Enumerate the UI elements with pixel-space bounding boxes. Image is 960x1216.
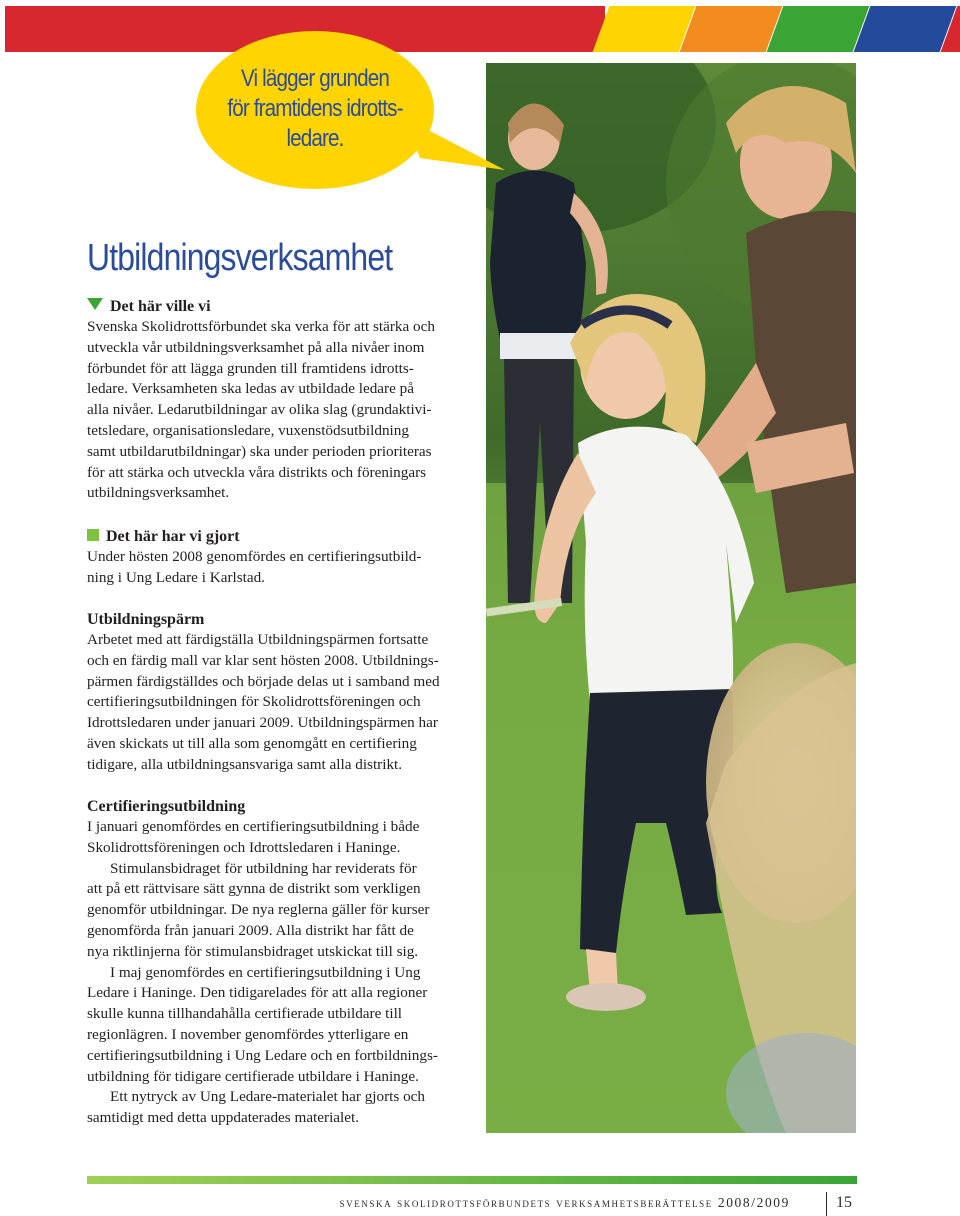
- footer-divider: [826, 1192, 827, 1216]
- text-line: Svenska Skolidrottsförbundet ska verka för att stärka och: [87, 318, 435, 335]
- bubble-line: ledare.: [286, 125, 344, 152]
- text-line: utveckla vår utbildningsverksamhet på alla nivåer inom: [87, 338, 425, 356]
- text-line: Arbetet med att färdigställa Utbildningspärmen fortsatte: [87, 631, 429, 648]
- text-line: I januari genomfördes en certifieringsutbildning i både: [87, 818, 420, 835]
- section-heading: [87, 296, 459, 317]
- text-line: Skolidrottsföreningen och Idrottsledaren i Haninge.: [87, 838, 401, 856]
- text-line: att på ett rättvisare sätt gynna de distrikt som verkligen: [87, 880, 421, 898]
- children-playing-photo: [486, 63, 856, 1133]
- text-line: genomförda från januari 2009. Alla distrikt har fått de: [87, 921, 414, 939]
- text-line: nya riktlinjerna för stimulansbidraget utskickat till sig.: [87, 942, 419, 960]
- text-line: skulle kunna tillhandahålla certifierade utbildare till: [87, 1005, 403, 1023]
- text-line: ning i Ung Ledare i Karlstad.: [87, 568, 265, 586]
- footer-green-bar: [87, 1176, 857, 1184]
- text-line: Under hösten 2008 genomfördes en certifieringsutbild-: [87, 548, 422, 565]
- banner-stripe-yellow: [593, 6, 696, 52]
- section-certification: [87, 796, 459, 1129]
- square-bullet-icon: [87, 529, 99, 541]
- text-line: Stimulansbidraget för utbildning har reviderats för: [110, 859, 417, 877]
- text-line: I maj genomfördes en certifieringsutbildning i Ung: [110, 963, 421, 981]
- banner-stripe-orange: [680, 6, 783, 52]
- banner-stripe-green: [767, 6, 870, 52]
- section-binder: [87, 609, 459, 776]
- text-line: alla nivåer. Ledarutbildningar av olika slag (grundaktivi-: [87, 401, 432, 419]
- footer-publication-title: svenska skolidrottsförbundets verksamhetsberättelse 2008/2009: [339, 1195, 790, 1210]
- section-heading-label: Det här ville vi: [110, 298, 211, 315]
- text-line: certifieringsutbildningen för Skolidrottsföreningen och: [87, 693, 421, 711]
- section-heading: Utbildningspärm: [87, 611, 205, 628]
- text-line: tidigare, alla utbildningsansvariga samt alla distrikt.: [87, 755, 403, 773]
- text-line: förbundet för att lägga grunden till framtidens idrotts-: [87, 359, 414, 377]
- text-line: Ett nytryck av Ung Ledare-materialet har gjorts och: [110, 1088, 426, 1106]
- text-line: utbildning för tidigare certifierade utbildare i Haninge.: [87, 1067, 419, 1085]
- section-heading-label: Det här har vi gjort: [106, 528, 240, 545]
- top-color-banner: [0, 0, 960, 58]
- text-line: för att stärka och utveckla våra distrikts och föreningars: [87, 463, 427, 481]
- text-line: och en färdig mall var klar sent hösten 2008. Utbildnings-: [87, 651, 439, 669]
- section-done: [87, 526, 459, 589]
- bubble-line: Vi lägger grunden: [241, 65, 389, 92]
- text-line: Ledare i Haninge. Den tidigarelades för att alla regioner: [87, 984, 428, 1002]
- section-vision: [87, 296, 459, 504]
- section-heading: [87, 526, 459, 547]
- text-line: även skickats ut till alla som genomgått en certifiering: [87, 734, 417, 752]
- text-line: ledare. Verksamheten ska ledas av utbildade ledare på: [87, 380, 414, 398]
- triangle-bullet-icon: [87, 298, 103, 310]
- text-line: genomför utbildningar. De nya reglerna gäller för kurser: [87, 901, 430, 919]
- text-line: Idrottsledaren under januari 2009. Utbildningspärmen har: [87, 714, 438, 732]
- text-line: samt utbildarutbildningar) ska under perioden prioriteras: [87, 442, 432, 460]
- text-line: regionlägren. I november genomfördes ytterligare en: [87, 1025, 409, 1043]
- section-heading: Certifieringsutbildning: [87, 798, 246, 815]
- bubble-line: för framtidens idrotts-: [227, 95, 403, 122]
- text-line: tetsledare, organisationsledare, vuxenstödsutbildning: [87, 421, 409, 439]
- page-title: Utbildningsverksamhet: [87, 237, 393, 279]
- page-number: 15: [836, 1194, 852, 1211]
- speech-bubble-text: [220, 64, 409, 154]
- text-line: certifieringsutbildning i Ung Ledare och en fortbildnings-: [87, 1046, 438, 1064]
- text-line: utbildningsverksamhet.: [87, 484, 230, 502]
- text-line: samtidigt med detta uppdaterades materialet.: [87, 1109, 360, 1127]
- banner-stripe-blue: [854, 6, 957, 52]
- text-line: pärmen färdigställdes och började delas ut i samband med: [87, 672, 440, 690]
